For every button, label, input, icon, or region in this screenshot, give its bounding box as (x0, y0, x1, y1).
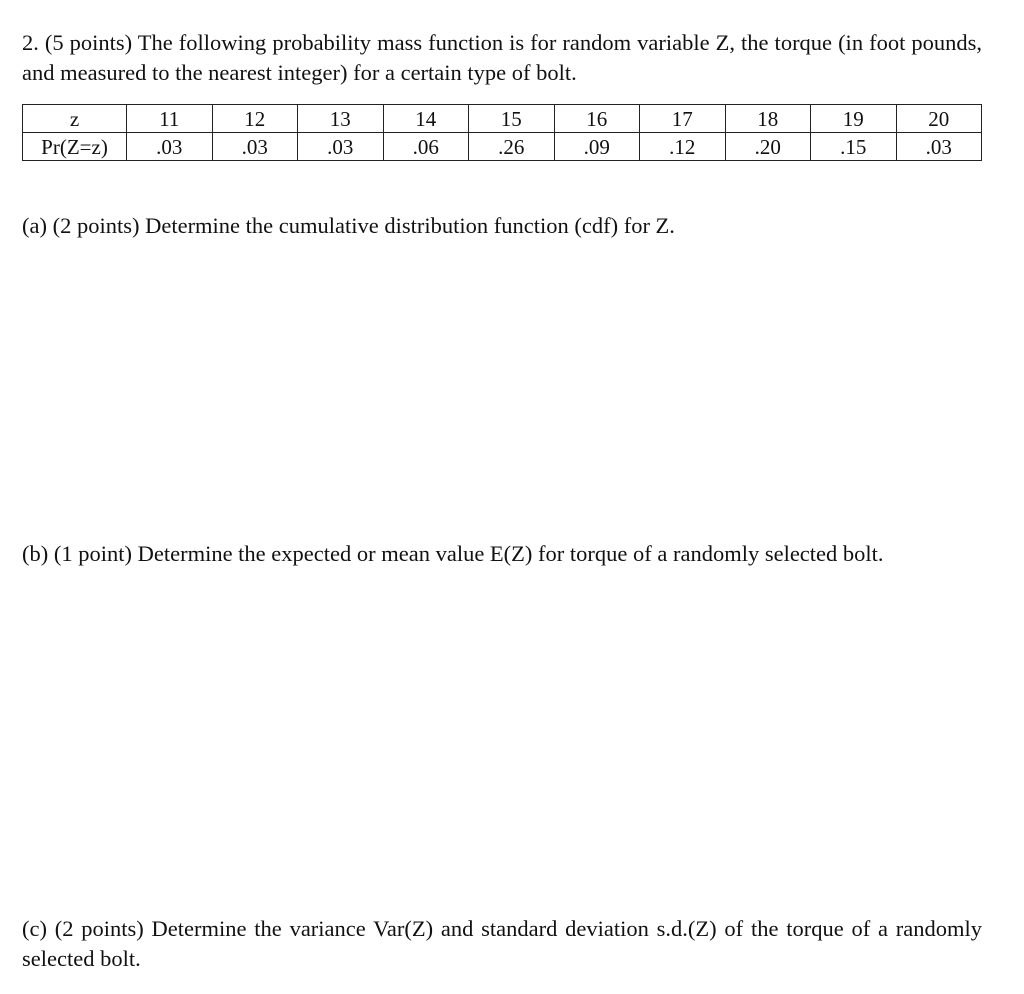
probability-row-label: Pr(Z=z) (23, 133, 127, 161)
z-value: 17 (640, 105, 726, 133)
probability-value: .12 (640, 133, 726, 161)
probability-value: .03 (127, 133, 213, 161)
problem-statement: 2. (5 points) The following probability mass function is for random variable Z, the torque (in foot pounds, and measured to the nearest integer) for a certain type of bolt. (22, 30, 982, 85)
z-value: 19 (811, 105, 897, 133)
z-value: 11 (127, 105, 213, 133)
probability-row (23, 133, 982, 161)
z-row-label: z (23, 105, 127, 133)
part-c-question: (c) (2 points) Determine the variance Var(Z) and standard deviation s.d.(Z) of the torque of a randomly selected bolt. (22, 916, 982, 971)
z-value: 12 (212, 105, 298, 133)
z-value: 20 (896, 105, 982, 133)
z-row (23, 105, 982, 133)
probability-value: .15 (811, 133, 897, 161)
probability-value: .20 (725, 133, 811, 161)
probability-value: .03 (212, 133, 298, 161)
probability-value: .06 (383, 133, 469, 161)
part-a-question: (a) (2 points) Determine the cumulative distribution function (cdf) for Z. (22, 213, 675, 238)
part-b-question: (b) (1 point) Determine the expected or mean value E(Z) for torque of a randomly selected bolt. (22, 541, 884, 566)
z-value: 18 (725, 105, 811, 133)
probability-value: .26 (469, 133, 555, 161)
probability-value: .03 (896, 133, 982, 161)
z-value: 14 (383, 105, 469, 133)
z-value: 15 (469, 105, 555, 133)
pmf-table (22, 104, 982, 161)
z-value: 16 (554, 105, 640, 133)
probability-value: .03 (298, 133, 384, 161)
probability-value: .09 (554, 133, 640, 161)
z-value: 13 (298, 105, 384, 133)
